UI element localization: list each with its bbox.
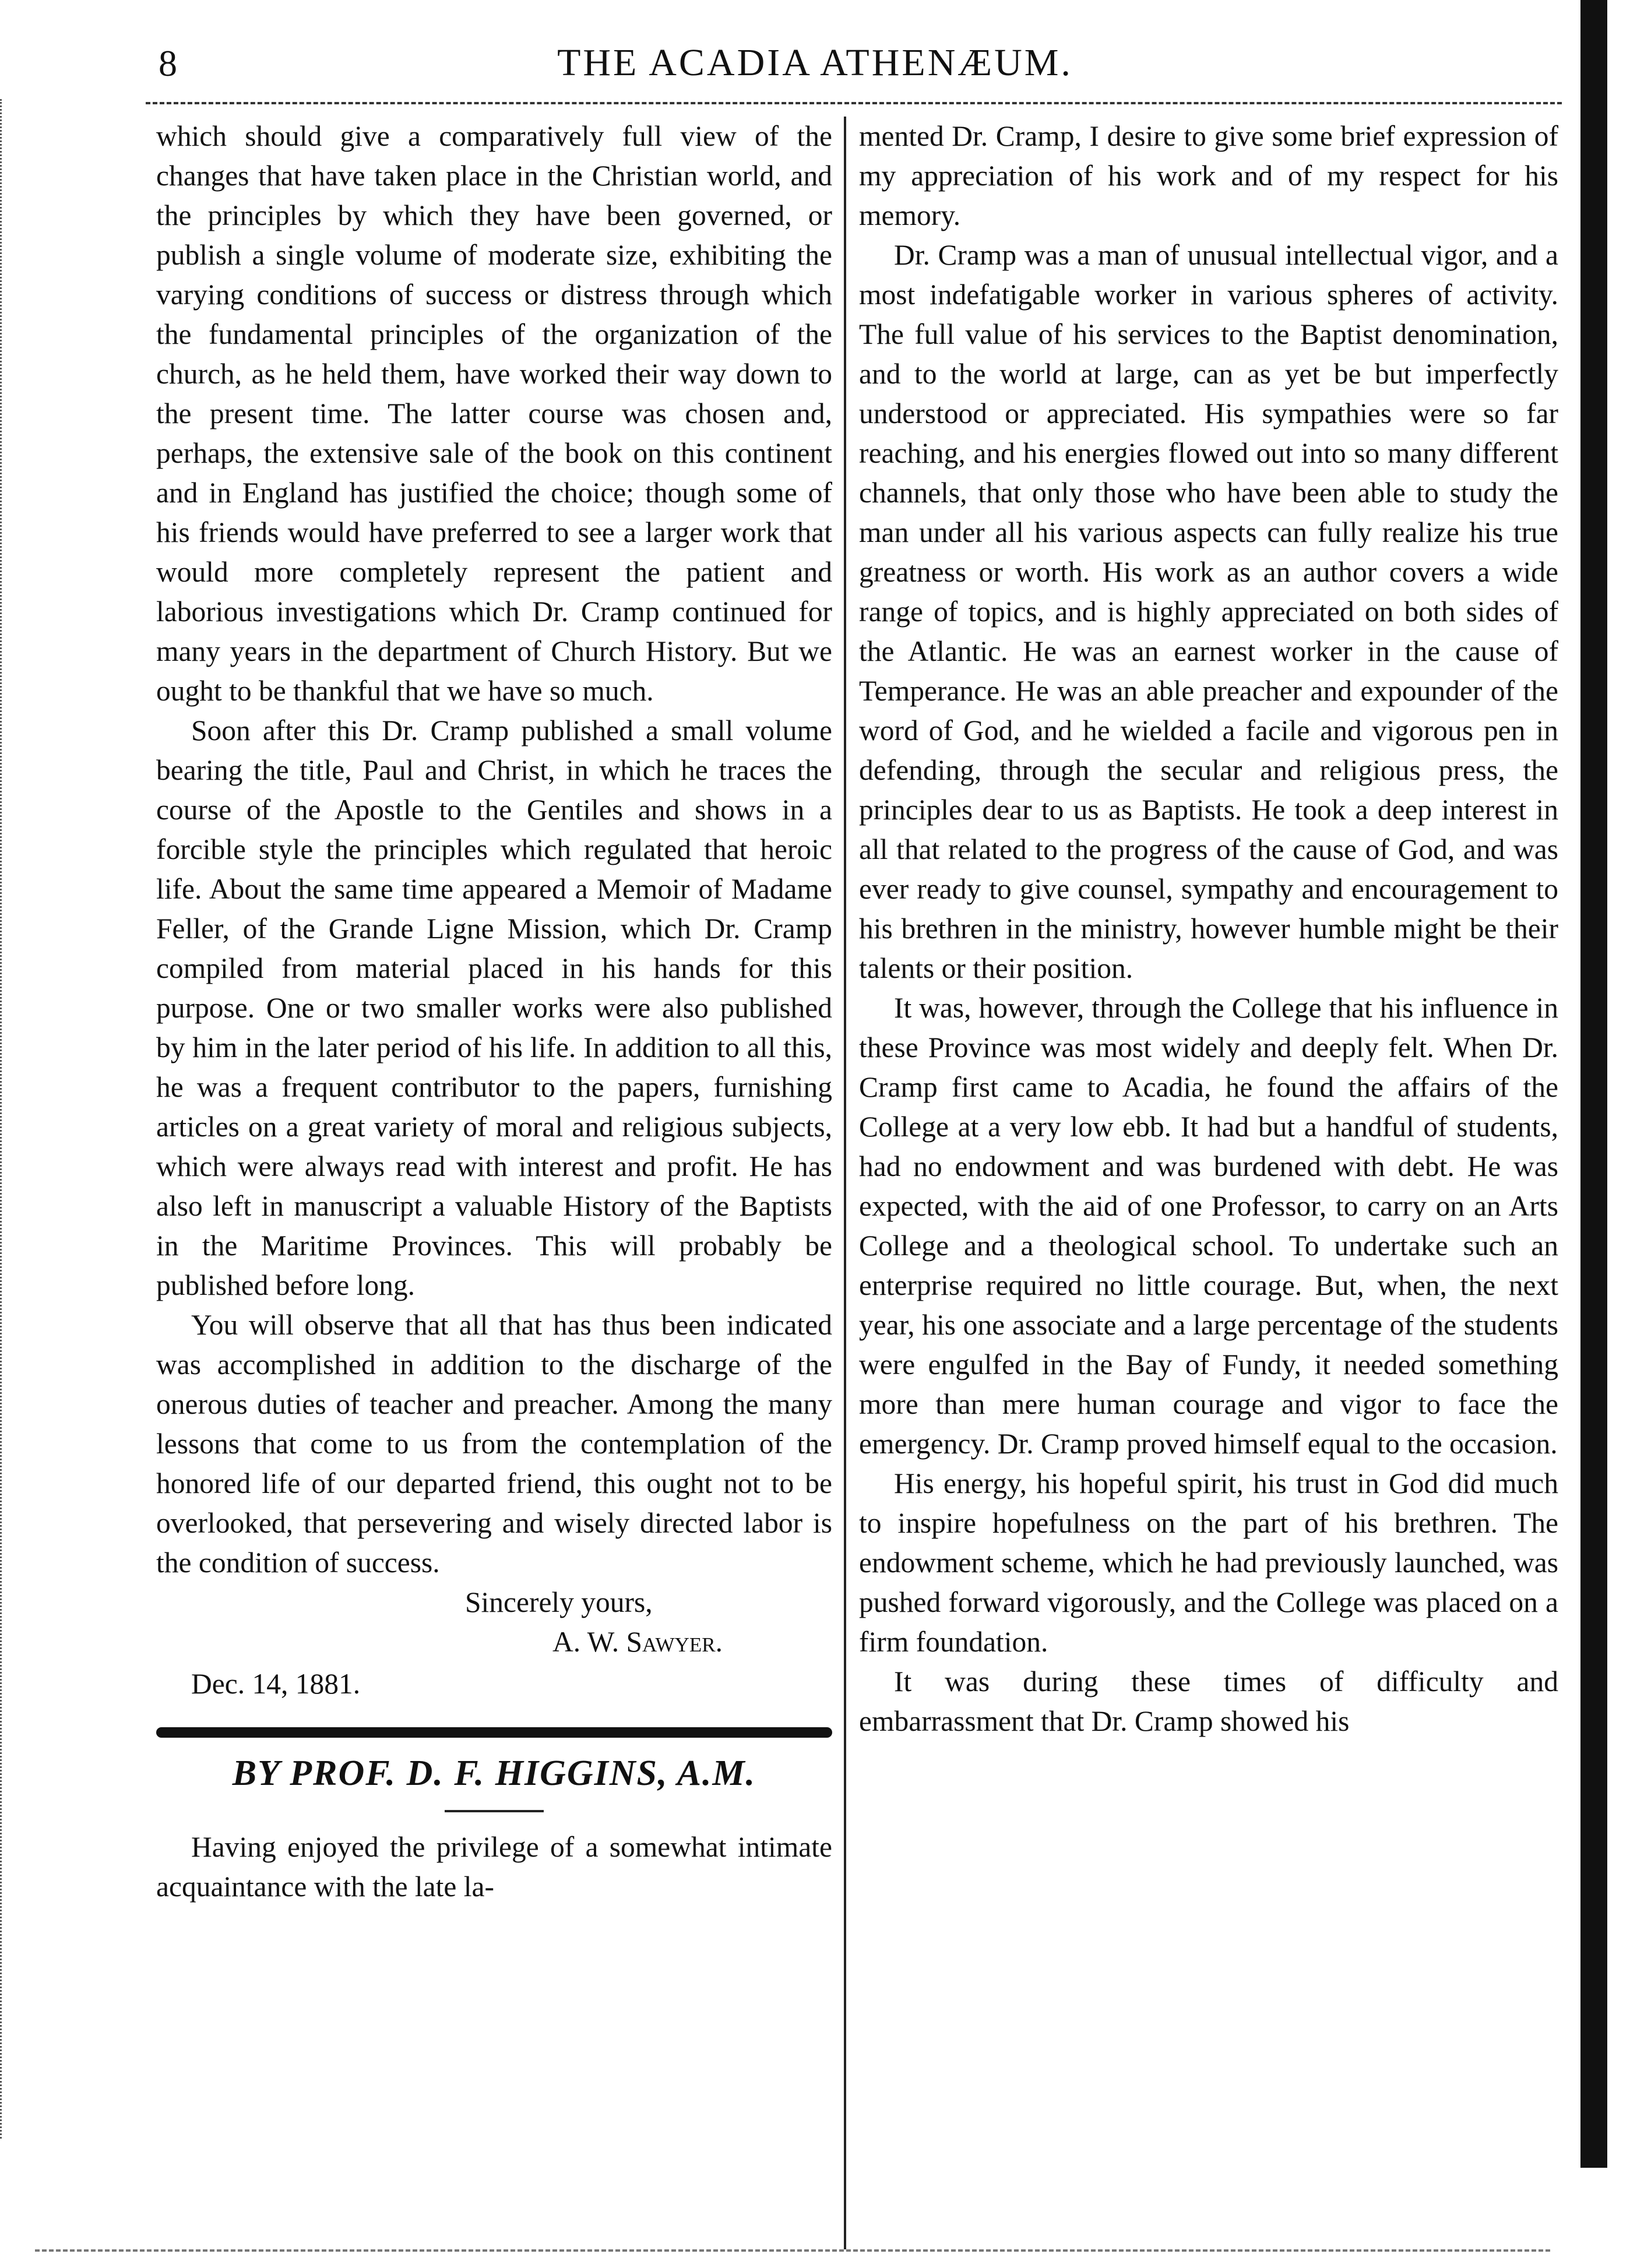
right-paragraph-5: It was during these times of difficulty and embarrassment that Dr. Cramp showed his <box>859 1665 1558 1737</box>
letter-signature: A. W. Sawyer. <box>552 1626 723 1658</box>
right-column <box>859 117 1558 1741</box>
section-opening-paragraph: Having enjoyed the privilege of a somewhat intimate acquaintance with the late la- <box>156 1831 832 1903</box>
right-paragraph-1: mented Dr. Cramp, I desire to give some brief expression of my appreciation of his work and of my respect for his memory. <box>859 120 1558 231</box>
bottom-rule <box>35 2249 1550 2252</box>
right-paragraph-4: His energy, his hopeful spirit, his trust in God did much to inspire hopefulness on the part of his brethren. The endowment scheme, which he had previously launched, was pushed forward vigorously, and the College was placed on a firm foundation. <box>859 1467 1558 1658</box>
left-paragraph-1: which should give a comparatively full view of the changes that have taken place in the Christian world, and the principles by which they have been governed, or publish a single volume of moderate size, exhibiting the varying conditions of success or distress through which the fundamental principles of the organization of the church, as he held them, have worked their way down to the present time. The latter course was chosen and, perhaps, the extensive sale of the book on this continent and in England has justified the choice; though some of his friends would have preferred to see a larger work that would more completely represent the patient and laborious investigations which Dr. Cramp continued for many years in the department of Church History. But we ought to be thankful that we have so much. <box>156 120 832 707</box>
left-column <box>156 117 832 1907</box>
left-paragraph-2: Soon after this Dr. Cramp published a small volume bearing the title, Paul and Christ, in which he traces the course of the Apostle to the Gentiles and shows in a forcible style the principles which regulated that heroic life. About the same time appeared a Memoir of Madame Feller, of the Grande Ligne Mission, which Dr. Cramp compiled from material placed in his hands for this purpose. One or two smaller works were also published by him in the later period of his life. In addition to all this, he was a frequent contributor to the papers, furnishing articles on a great variety of moral and religious subjects, which were always read with interest and profit. He has also left in manuscript a valuable History of the Baptists in the Maritime Provinces. This will probably be published before long. <box>156 714 832 1301</box>
heading-underline <box>445 1810 544 1812</box>
running-head: THE ACADIA ATHENÆUM. <box>557 41 1073 84</box>
column-divider <box>844 117 846 2249</box>
letter-date: Dec. 14, 1881. <box>191 1668 361 1700</box>
left-margin-marks <box>0 99 25 2139</box>
right-edge-bar <box>1580 0 1607 2168</box>
section-divider-rule <box>156 1727 832 1738</box>
left-paragraph-3: You will observe that all that has thus been indicated was accomplished in addition to the discharge of the onerous duties of teacher and preacher. Among the many lessons that come to us from the contemplation of the honored life of our departed friend, this ought not to be overlooked, that persevering and wisely directed labor is the condition of success. <box>156 1309 832 1579</box>
right-paragraph-2: Dr. Cramp was a man of unusual intellectual vigor, and a most indefatigable worker in various spheres of activity. The full value of his services to the Baptist denomination, and to the world at large, can as yet be but imperfectly understood or appreciated. His sympathies were so far reaching, and his energies flowed out into so many different channels, that only those who have been able to study the man under all his various aspects can fully realize his true greatness or worth. His work as an author covers a wide range of topics, and is highly appreciated on both sides of the Atlantic. He was an earnest worker in the cause of Temperance. He was an able preacher and expounder of the word of God, and he wielded a facile and vigorous pen in defending, through the secular and religious press, the principles dear to us as Baptists. He took a deep interest in all that related to the progress of the cause of God, and was ever ready to give counsel, sympathy and encouragement to his brethren in the ministry, however humble might be their talents or their position. <box>859 239 1558 984</box>
section-heading: BY PROF. D. F. HIGGINS, A.M. <box>232 1753 756 1793</box>
letter-closing: Sincerely yours, <box>465 1586 653 1618</box>
right-paragraph-3: It was, however, through the College that his influence in these Province was most widely and deeply felt. When Dr. Cramp first came to Acadia, he found the affairs of the College at a very low ebb. It had but a handful of students, had no endowment and was burdened with debt. He was expected, with the aid of one Professor, to carry on an Arts College and a theological school. To undertake such an enterprise required no little courage. But, when, the next year, his one associate and a large percentage of the students were engulfed in the Bay of Fundy, it needed something more than mere human courage and vigor to face the emergency. Dr. Cramp proved himself equal to the occasion. <box>859 992 1558 1460</box>
page-number: 8 <box>159 43 177 84</box>
top-rule <box>146 102 1562 104</box>
